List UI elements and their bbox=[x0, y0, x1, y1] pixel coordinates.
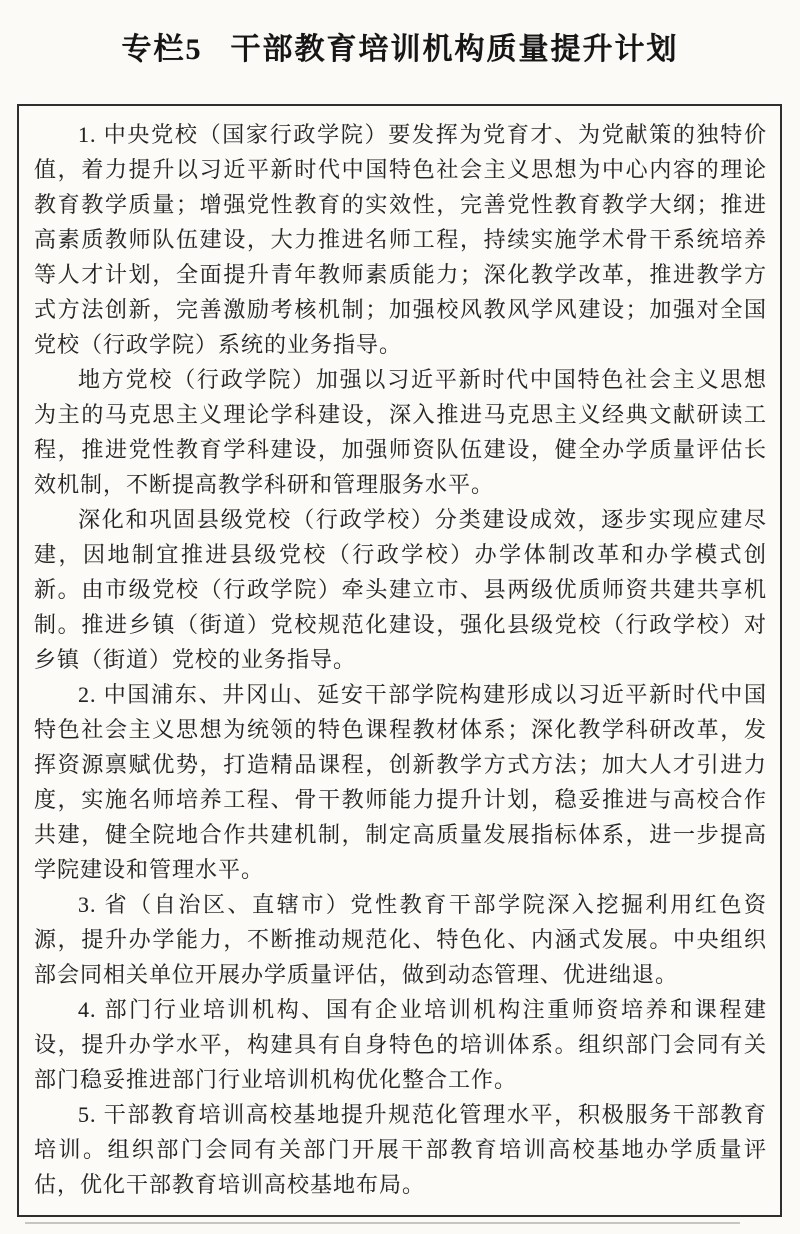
panel-number-label: 专栏5 bbox=[121, 33, 203, 66]
panel-paragraph: 1. 中央党校（国家行政学院）要发挥为党育才、为党献策的独特价值，着力提升以习近平新时代中国特色社会主义思想为中心内容的理论教育教学质量；增强党性教育的实效性，完善党性教育教学大纲；推进高素质教师队伍建设，大力推进名师工程，持续实施学术骨干系统培养等人才计划，全面提升青年教师素质能力；深化教学改革，推进教学方式方法创新，完善激励考核机制；加强校风教风学风建设；加强对全国党校（行政学院）系统的业务指导。 bbox=[34, 122, 767, 357]
page-title bbox=[0, 24, 800, 68]
panel-paragraph: 5. 干部教育培训高校基地提升规范化管理水平，积极服务干部教育培训。组织部门会同有关部门开展干部教育培训高校基地办学质量评估，优化干部教育培训高校基地布局。 bbox=[34, 1102, 767, 1197]
callout-box bbox=[17, 104, 782, 1217]
panel-title-text: 干部教育培训机构质量提升计划 bbox=[230, 33, 679, 66]
panel-paragraph: 深化和巩固县级党校（行政学校）分类建设成效，逐步实现应建尽建，因地制宜推进县级党校（行政学校）办学体制改革和办学模式创新。由市级党校（行政学院）牵头建立市、县两级优质师资共建共享机制。推进乡镇（街道）党校规范化建设，强化县级党校（行政学校）对乡镇（街道）党校的业务指导。 bbox=[34, 507, 767, 672]
panel-paragraph: 地方党校（行政学院）加强以习近平新时代中国特色社会主义思想为主的马克思主义理论学科建设，深入推进马克思主义经典文献研读工程，推进党性教育学科建设，加强师资队伍建设，健全办学质量评估长效机制，不断提高教学科研和管理服务水平。 bbox=[34, 367, 767, 497]
panel-paragraph: 4. 部门行业培训机构、国有企业培训机构注重师资培养和课程建设，提升办学水平，构建具有自身特色的培训体系。组织部门会同有关部门稳妥推进部门行业培训机构优化整合工作。 bbox=[34, 997, 767, 1092]
panel-paragraph: 2. 中国浦东、井冈山、延安干部学院构建形成以习近平新时代中国特色社会主义思想为统领的特色课程教材体系；深化教学科研改革，发挥资源禀赋优势，打造精品课程，创新教学方式方法；加大人才引进力度，实施名师培养工程、骨干教师能力提升计划，稳妥推进与高校合作共建，健全院地合作共建机制，制定高质量发展指标体系，进一步提高学院建设和管理水平。 bbox=[34, 682, 767, 882]
panel-paragraph: 3. 省（自治区、直辖市）党性教育干部学院深入挖掘利用红色资源，提升办学能力，不断推动规范化、特色化、内涵式发展。中央组织部会同相关单位开展办学质量评估，做到动态管理、优进绌退。 bbox=[34, 892, 767, 987]
